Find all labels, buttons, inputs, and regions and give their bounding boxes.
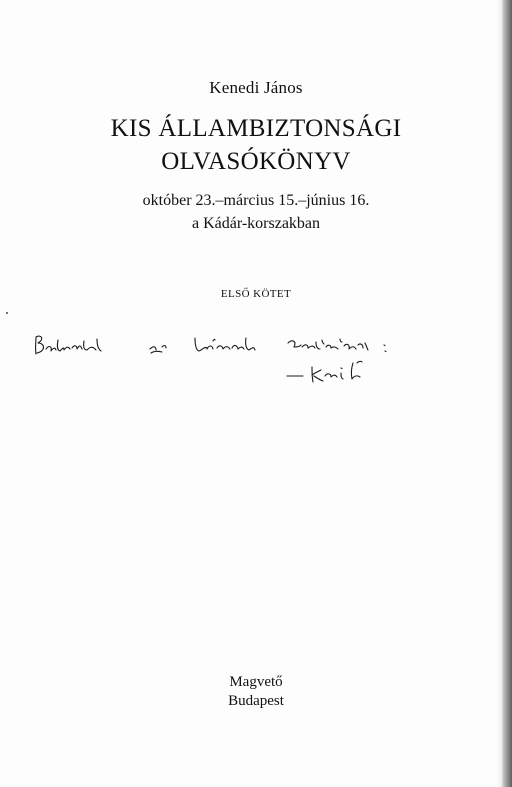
publisher-name: Magvető — [229, 674, 283, 690]
author-name: Kenedi János — [209, 78, 303, 97]
subtitle-line-1: október 23.–március 15.–június 16. — [142, 192, 370, 209]
subtitle-line-2: a Kádár-korszakban — [191, 215, 321, 232]
handwritten-dedication — [0, 320, 512, 400]
book-title-line-2: OLVASÓKÖNYV — [161, 148, 351, 175]
page-edge — [502, 0, 512, 787]
book-title-line-1: KIS ÁLLAMBIZTONSÁGI — [110, 115, 402, 142]
volume-label: ELSŐ KÖTET — [220, 288, 292, 300]
paper-speck — [6, 312, 8, 314]
publisher-city: Budapest — [228, 693, 284, 709]
